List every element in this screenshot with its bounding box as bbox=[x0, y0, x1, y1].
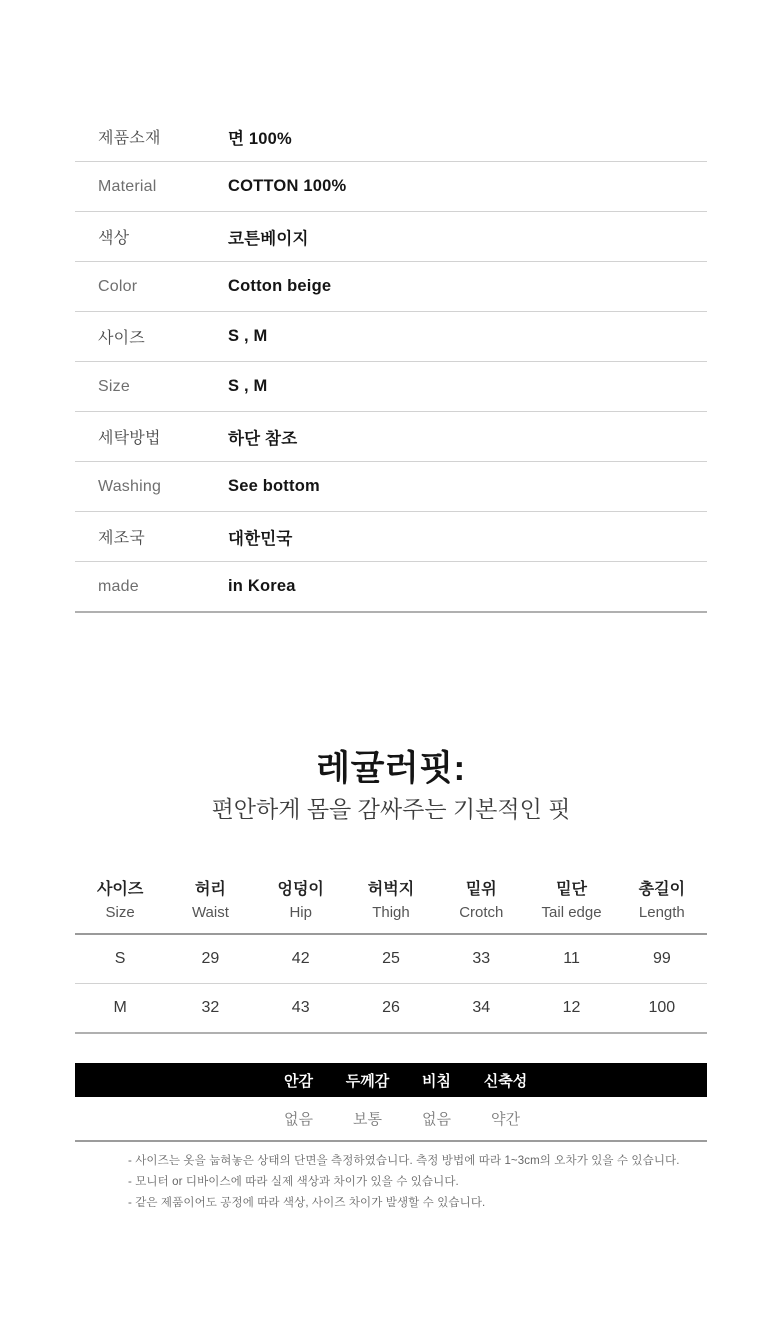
size-chart-row bbox=[75, 984, 707, 1034]
size-chart-column-label-en: Waist bbox=[191, 904, 229, 921]
spec-row bbox=[75, 262, 707, 312]
spec-row bbox=[75, 212, 707, 262]
spec-row bbox=[75, 562, 707, 613]
spec-label: 색상 bbox=[98, 230, 130, 247]
size-chart-column-header bbox=[256, 878, 346, 924]
spec-value: S , M bbox=[228, 377, 268, 395]
size-chart-column-header bbox=[165, 878, 255, 924]
size-chart-cell: 29 bbox=[201, 950, 220, 967]
size-chart-column-header bbox=[346, 878, 436, 924]
spec-value: Cotton beige bbox=[228, 277, 332, 295]
spec-row bbox=[75, 512, 707, 562]
size-chart-cell: 33 bbox=[472, 950, 491, 967]
spec-value: 코튼베이지 bbox=[228, 229, 309, 248]
size-chart-column-label-ko: 허벅지 bbox=[367, 881, 415, 898]
fabric-header-bar bbox=[75, 1063, 707, 1097]
size-chart-column-header bbox=[436, 878, 526, 924]
spec-row bbox=[75, 462, 707, 512]
spec-value: 대한민국 bbox=[228, 529, 293, 548]
size-chart-cell: 26 bbox=[382, 999, 400, 1016]
notes-section bbox=[75, 1151, 707, 1214]
size-chart-column-header bbox=[617, 878, 707, 924]
size-chart-table bbox=[75, 878, 707, 1034]
size-chart-cell: 99 bbox=[652, 950, 671, 967]
size-chart-cell: 12 bbox=[562, 999, 581, 1016]
spec-row bbox=[75, 312, 707, 362]
fit-title: 레귤러핏: bbox=[316, 749, 466, 788]
size-chart-column-label-en: Hip bbox=[289, 904, 312, 921]
fabric-values-row bbox=[75, 1097, 707, 1142]
spec-label: made bbox=[98, 577, 139, 595]
spec-row bbox=[75, 162, 707, 212]
spec-label: Color bbox=[98, 277, 138, 295]
spec-row bbox=[75, 362, 707, 412]
size-chart-column-label-en: Size bbox=[105, 904, 135, 921]
size-chart-column-label-ko: 허리 bbox=[194, 881, 226, 898]
product-spec-table bbox=[75, 112, 707, 613]
size-chart-cell: 32 bbox=[201, 999, 220, 1016]
fabric-header-cell: 신축성 bbox=[483, 1072, 528, 1090]
size-chart-header bbox=[75, 878, 707, 935]
size-chart-column-header bbox=[75, 878, 165, 924]
spec-label: Washing bbox=[98, 477, 162, 495]
fabric-header-cell: 비침 bbox=[422, 1072, 451, 1090]
spec-label: 제품소재 bbox=[98, 130, 161, 147]
spec-value: S , M bbox=[228, 327, 268, 345]
content-column bbox=[75, 112, 707, 1214]
size-chart-row bbox=[75, 935, 707, 984]
fabric-header-cell: 안감 bbox=[284, 1072, 313, 1090]
spec-label: 세탁방법 bbox=[98, 430, 161, 447]
fabric-value-cell: 없음 bbox=[422, 1111, 451, 1128]
size-chart-column-label-en: Thigh bbox=[372, 904, 410, 921]
size-chart-column-label-ko: 사이즈 bbox=[96, 881, 144, 898]
fit-heading bbox=[75, 749, 707, 824]
size-chart-body bbox=[75, 935, 707, 1034]
spec-row bbox=[75, 412, 707, 462]
size-chart-column-label-en: Tail edge bbox=[541, 904, 602, 921]
size-chart-cell: 42 bbox=[291, 950, 310, 967]
size-chart-column-label-en: Length bbox=[638, 904, 685, 921]
size-chart-column-label-ko: 엉덩이 bbox=[277, 881, 324, 898]
size-chart-cell: 43 bbox=[291, 999, 310, 1016]
spec-value: 하단 참조 bbox=[228, 429, 298, 448]
note-line: - 사이즈는 옷을 눕혀놓은 상태의 단면을 측정하였습니다. 측정 방법에 따라 1~3cm의 오차가 있을 수 있습니다. bbox=[128, 1155, 680, 1167]
fit-subtitle: 편안하게 몸을 감싸주는 기본적인 핏 bbox=[211, 796, 571, 822]
spec-label: Size bbox=[98, 377, 130, 395]
fabric-info-table bbox=[75, 1063, 707, 1142]
size-chart-column-label-ko: 밑위 bbox=[465, 881, 497, 898]
spec-value: COTTON 100% bbox=[228, 177, 347, 195]
size-chart-cell: 34 bbox=[472, 999, 491, 1016]
spec-value: See bottom bbox=[228, 477, 320, 495]
size-chart-column-header bbox=[526, 878, 616, 924]
size-chart-column-label-ko: 총길이 bbox=[638, 881, 686, 898]
size-chart-cell: 100 bbox=[648, 999, 676, 1016]
size-chart-cell: M bbox=[113, 999, 127, 1016]
size-chart-cell: 11 bbox=[563, 950, 580, 967]
size-chart-column-label-en: Crotch bbox=[459, 904, 504, 921]
fabric-value-cell: 약간 bbox=[491, 1111, 520, 1128]
spec-row bbox=[75, 112, 707, 162]
note-line: - 같은 제품이어도 공정에 따라 색상, 사이즈 차이가 발생할 수 있습니다. bbox=[128, 1197, 486, 1209]
note-line: - 모니터 or 디바이스에 따라 실제 색상과 차이가 있을 수 있습니다. bbox=[128, 1176, 459, 1188]
size-chart-cell: 25 bbox=[382, 950, 400, 967]
spec-label: Material bbox=[98, 177, 157, 195]
spec-label: 사이즈 bbox=[98, 330, 145, 347]
size-chart-column-label-ko: 밑단 bbox=[556, 881, 588, 898]
spec-value: in Korea bbox=[228, 577, 296, 595]
spec-value: 면 100% bbox=[228, 129, 292, 148]
fabric-value-cell: 보통 bbox=[353, 1111, 382, 1128]
fabric-value-cell: 없음 bbox=[284, 1111, 313, 1128]
spec-label: 제조국 bbox=[98, 530, 145, 547]
size-chart-cell: S bbox=[114, 950, 126, 967]
fabric-header-cell: 두께감 bbox=[345, 1072, 390, 1090]
